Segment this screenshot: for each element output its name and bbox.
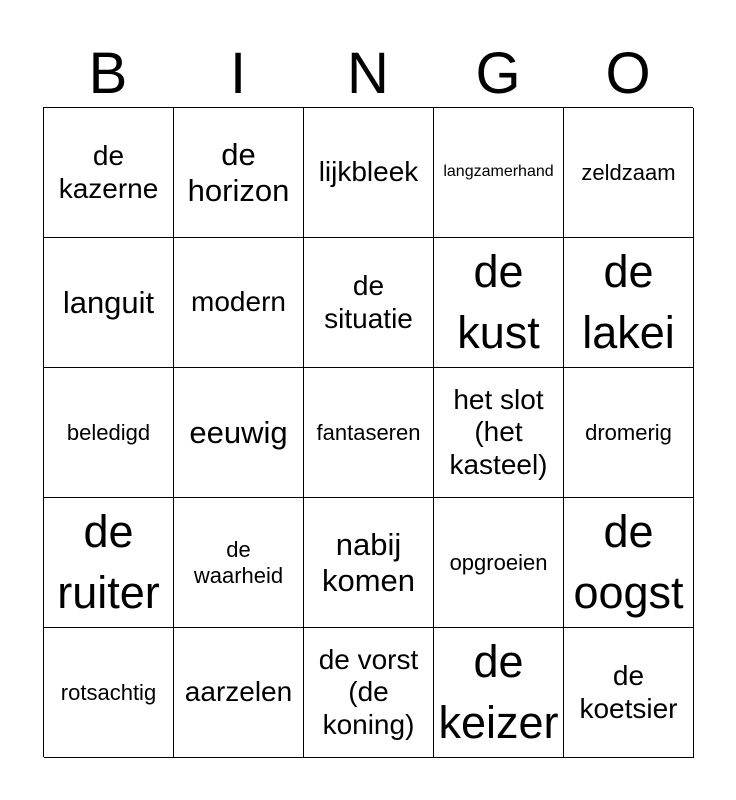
bingo-cell-r3-c1[interactable] xyxy=(44,368,174,498)
cell-label: de kazerne xyxy=(58,140,159,204)
cell-label: de koetsier xyxy=(579,660,678,724)
header-letter-b: B xyxy=(88,41,128,106)
bingo-cell-r2-c1[interactable] xyxy=(44,238,174,368)
bingo-cell-r3-c3[interactable] xyxy=(304,368,434,498)
cell-label: langzamerhand xyxy=(443,163,554,181)
bingo-cell-r2-c2[interactable] xyxy=(174,238,304,368)
cell-label: de horizon xyxy=(187,136,290,208)
cell-label: languit xyxy=(62,284,155,320)
cell-label: aarzelen xyxy=(184,676,293,708)
bingo-cell-r2-c4[interactable] xyxy=(434,238,564,368)
cell-label: de waarheid xyxy=(193,537,284,588)
bingo-cell-r3-c2[interactable] xyxy=(174,368,304,498)
cell-label: beledigd xyxy=(66,419,151,445)
header-letter-g: G xyxy=(475,41,521,106)
bingo-cell-r5-c3[interactable] xyxy=(304,628,434,758)
bingo-cell-r1-c3[interactable] xyxy=(304,108,434,238)
bingo-header xyxy=(43,40,693,108)
bingo-cell-r1-c4[interactable] xyxy=(434,108,564,238)
cell-label: de oogst xyxy=(573,505,684,618)
cell-label: de vorst (de koning) xyxy=(318,644,419,740)
bingo-cell-r5-c4[interactable] xyxy=(434,628,564,758)
bingo-cell-r5-c1[interactable] xyxy=(44,628,174,758)
bingo-cell-r4-c4[interactable] xyxy=(434,498,564,628)
cell-label: de kust xyxy=(457,245,540,358)
cell-label: rotsachtig xyxy=(60,679,157,705)
bingo-cell-r5-c2[interactable] xyxy=(174,628,304,758)
bingo-cell-r3-c4[interactable] xyxy=(434,368,564,498)
cell-label: de keizer xyxy=(438,635,559,748)
header-letter-n: N xyxy=(347,41,389,106)
cell-label: het slot (het kasteel) xyxy=(449,384,548,480)
bingo-card xyxy=(43,107,693,757)
bingo-cell-r4-c3[interactable] xyxy=(304,498,434,628)
cell-label: de situatie xyxy=(324,270,413,334)
cell-label: de ruiter xyxy=(57,505,160,618)
bingo-cell-r1-c5[interactable] xyxy=(564,108,694,238)
bingo-cell-r1-c1[interactable] xyxy=(44,108,174,238)
cell-label: modern xyxy=(191,286,286,318)
cell-label: de lakei xyxy=(582,245,675,358)
header-letter-o: O xyxy=(605,41,651,106)
cell-label: eeuwig xyxy=(189,414,288,450)
bingo-cell-r4-c1[interactable] xyxy=(44,498,174,628)
bingo-cell-r2-c5[interactable] xyxy=(564,238,694,368)
bingo-cell-r1-c2[interactable] xyxy=(174,108,304,238)
cell-label: dromerig xyxy=(585,419,672,445)
cell-label: zeldzaam xyxy=(581,159,676,185)
bingo-cell-r3-c5[interactable] xyxy=(564,368,694,498)
bingo-cell-r5-c5[interactable] xyxy=(564,628,694,758)
cell-label: nabij komen xyxy=(321,526,416,598)
cell-label: fantaseren xyxy=(316,419,421,445)
bingo-cell-r4-c2[interactable] xyxy=(174,498,304,628)
bingo-cell-r4-c5[interactable] xyxy=(564,498,694,628)
cell-label: lijkbleek xyxy=(318,156,419,188)
header-letter-i: I xyxy=(229,41,247,106)
cell-label: opgroeien xyxy=(449,549,548,575)
bingo-cell-r2-c3[interactable] xyxy=(304,238,434,368)
